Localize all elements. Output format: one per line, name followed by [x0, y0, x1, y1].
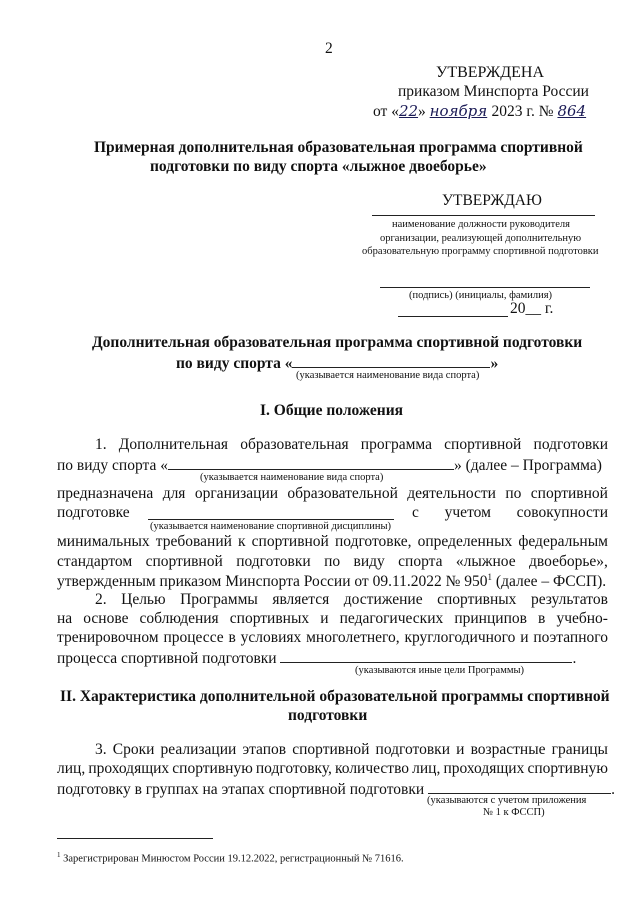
- word: спортивную: [172, 760, 253, 777]
- word: подготовки: [375, 741, 451, 758]
- word: деятельности: [407, 485, 496, 502]
- p2-caption: (указываются иные цели Программы): [355, 665, 525, 676]
- word: количество: [335, 760, 410, 777]
- program-title-line1: Дополнительная образовательная программа спортивной подготовки: [92, 334, 583, 351]
- word: этапов: [242, 741, 287, 758]
- p2-goals-blank: [280, 648, 572, 663]
- p3-appendix-blank: [428, 779, 611, 794]
- word: образовательная: [240, 436, 349, 453]
- word: тренировочном: [57, 629, 159, 646]
- p1-caption-sport: (указывается наименование вида спорта): [200, 472, 384, 483]
- p1-line2-suffix: » (далее – Программа): [453, 457, 602, 474]
- section1-heading: I. Общие положения: [260, 402, 404, 419]
- sport-name-blank: [292, 353, 490, 368]
- word: реализации: [160, 741, 237, 758]
- approve-caption-3: образовательную программу спортивной подготовки: [362, 246, 599, 257]
- word: является: [272, 591, 330, 608]
- program-title-caption: (указывается наименование вида спорта): [296, 370, 480, 381]
- word: предназначена: [57, 485, 154, 502]
- approve-caption-2: организации, реализующей дополнительную: [380, 233, 582, 244]
- word: в: [538, 610, 546, 627]
- word: учебно-: [556, 610, 608, 627]
- approval-close-quote: »: [418, 103, 426, 120]
- p2-line4-suffix: .: [572, 650, 577, 667]
- section2-heading-line1: II. Характеристика дополнительной образовательной программы спортивной: [60, 688, 610, 705]
- p1-line7-text: утвержденным приказом Минспорта России от 09.11.2022 № 950: [57, 573, 488, 591]
- word: 1.: [95, 436, 107, 453]
- word: по: [505, 485, 522, 502]
- word: учетом: [444, 504, 491, 521]
- word: и: [520, 629, 529, 646]
- approval-number: 864: [557, 102, 587, 120]
- word: Программы: [180, 591, 258, 608]
- approval-year: 2023 г. №: [491, 103, 554, 120]
- approve-caption-1: наименование должности руководителя: [392, 219, 570, 230]
- word: минимальных: [57, 533, 150, 550]
- word: возрастные: [470, 741, 546, 758]
- p1-caption-discipline: (указывается наименование спортивной дисциплины): [150, 521, 392, 532]
- p3-line1: [95, 741, 608, 759]
- p1-sport-blank: [168, 455, 454, 470]
- word: 2.: [95, 591, 107, 608]
- word: требований: [155, 533, 232, 550]
- p2-line1: [95, 591, 608, 609]
- p3-caption-1: (указываются с учетом приложения: [427, 795, 587, 806]
- p1-line2-prefix: по виду спорта «: [57, 457, 168, 474]
- word: соблюдения: [139, 610, 219, 627]
- word: стандартом: [57, 553, 133, 570]
- word: по: [324, 553, 341, 570]
- date-line: [398, 316, 508, 317]
- approval-day: 22: [398, 102, 419, 120]
- word: лиц,: [57, 760, 86, 777]
- signature-caption: (подпись) (инициалы, фамилия): [409, 290, 553, 301]
- approval-from: от «: [373, 103, 399, 120]
- word: двоеборье»,: [529, 553, 608, 570]
- word: спорта: [398, 553, 443, 570]
- word: спортивной: [530, 485, 608, 502]
- word: подготовки: [236, 553, 311, 570]
- doc-title-line1: Примерная дополнительная образовательная программа спортивной: [94, 139, 583, 156]
- word: спортивную: [527, 760, 608, 777]
- word: Целью: [121, 591, 166, 608]
- word: лиц,: [412, 760, 441, 777]
- word: спортивных: [437, 591, 517, 608]
- word: Дополнительная: [118, 436, 229, 453]
- program-title-prefix: по виду спорта «: [176, 355, 293, 372]
- word: спортивной: [251, 533, 329, 550]
- word: в: [228, 629, 236, 646]
- word: основе: [83, 610, 129, 627]
- p2-line3: [57, 629, 608, 647]
- p3-line3-prefix: подготовку в группах на этапах спортивной подготовки: [57, 781, 425, 798]
- approve-label: УТВЕРЖДАЮ: [442, 192, 542, 209]
- footnote-mark: 1: [57, 851, 61, 859]
- word: педагогических: [339, 610, 444, 627]
- word: образовательной: [287, 485, 398, 502]
- word: 3.: [95, 741, 107, 758]
- word: достижение: [343, 591, 423, 608]
- program-title-suffix: »: [490, 355, 499, 372]
- footnote-ref[interactable]: 1: [487, 572, 493, 582]
- word: круглогодичного: [404, 629, 516, 646]
- p2-line2: [57, 610, 608, 628]
- word: на: [57, 610, 73, 627]
- word: Сроки: [112, 741, 155, 758]
- p1-line3: [57, 485, 608, 503]
- footnote: [57, 851, 404, 865]
- p1-line1: [95, 436, 608, 454]
- word: условиях: [240, 629, 302, 646]
- p1-line7-tail: (далее – ФССП).: [492, 573, 607, 591]
- p1-line6: [57, 553, 608, 571]
- word: проходящих: [88, 760, 170, 777]
- p1-line5: [57, 533, 608, 551]
- word: организации: [194, 485, 279, 502]
- word: результатов: [530, 591, 608, 608]
- word: определенных: [417, 533, 513, 550]
- word: спортивных: [229, 610, 310, 627]
- p3-line3-suffix: .: [611, 781, 615, 798]
- p2-line4-prefix: процесса спортивной подготовки: [57, 650, 277, 667]
- word: и: [456, 741, 465, 758]
- word: принципов: [454, 610, 527, 627]
- word: границы: [551, 741, 608, 758]
- word: совокупности: [516, 504, 608, 521]
- word: поэтапного: [533, 629, 608, 646]
- approval-month: ноября: [429, 102, 488, 120]
- word: подготовку,: [255, 760, 332, 777]
- footnote-text: Зарегистрирован Минюстом России 19.12.2022, регистрационный № 71616.: [60, 853, 404, 865]
- approval-order-line: приказом Минспорта России: [398, 83, 589, 100]
- approve-position-line: [372, 215, 595, 216]
- word: и: [320, 610, 329, 627]
- word: проходящих: [443, 760, 525, 777]
- word: к: [238, 533, 246, 550]
- approval-title: УТВЕРЖДЕНА: [436, 64, 545, 81]
- page-number: 2: [325, 40, 333, 57]
- word: подготовке,: [334, 533, 412, 550]
- word: спортивной: [145, 553, 223, 570]
- p1-line7: [57, 572, 606, 591]
- word: для: [162, 485, 186, 502]
- word: программа: [360, 436, 432, 453]
- p3-caption-2: № 1 к ФССП): [483, 807, 545, 818]
- word: подготовки: [533, 436, 608, 453]
- p3-line2: [57, 760, 608, 778]
- doc-title-line2: подготовки по виду спорта «лыжное двоеборье»: [150, 158, 487, 175]
- word: федеральным: [518, 533, 608, 550]
- approval-date-line: [373, 102, 586, 121]
- section2-heading-line2: подготовки: [288, 707, 368, 724]
- word: спортивной: [444, 436, 522, 453]
- word: с: [412, 504, 419, 521]
- word: спортивной: [292, 741, 370, 758]
- word: «лыжное: [455, 553, 516, 570]
- word: виду: [353, 553, 385, 570]
- date-year: 20__ г.: [510, 300, 554, 317]
- footnote-separator: [57, 838, 213, 839]
- signature-line: [380, 287, 590, 288]
- word: процессе: [163, 629, 224, 646]
- p1-line4-prefix: подготовке: [57, 504, 130, 521]
- p1-line4-words: [412, 504, 608, 522]
- p1-discipline-blank: [148, 519, 394, 520]
- word: многолетнего,: [306, 629, 400, 646]
